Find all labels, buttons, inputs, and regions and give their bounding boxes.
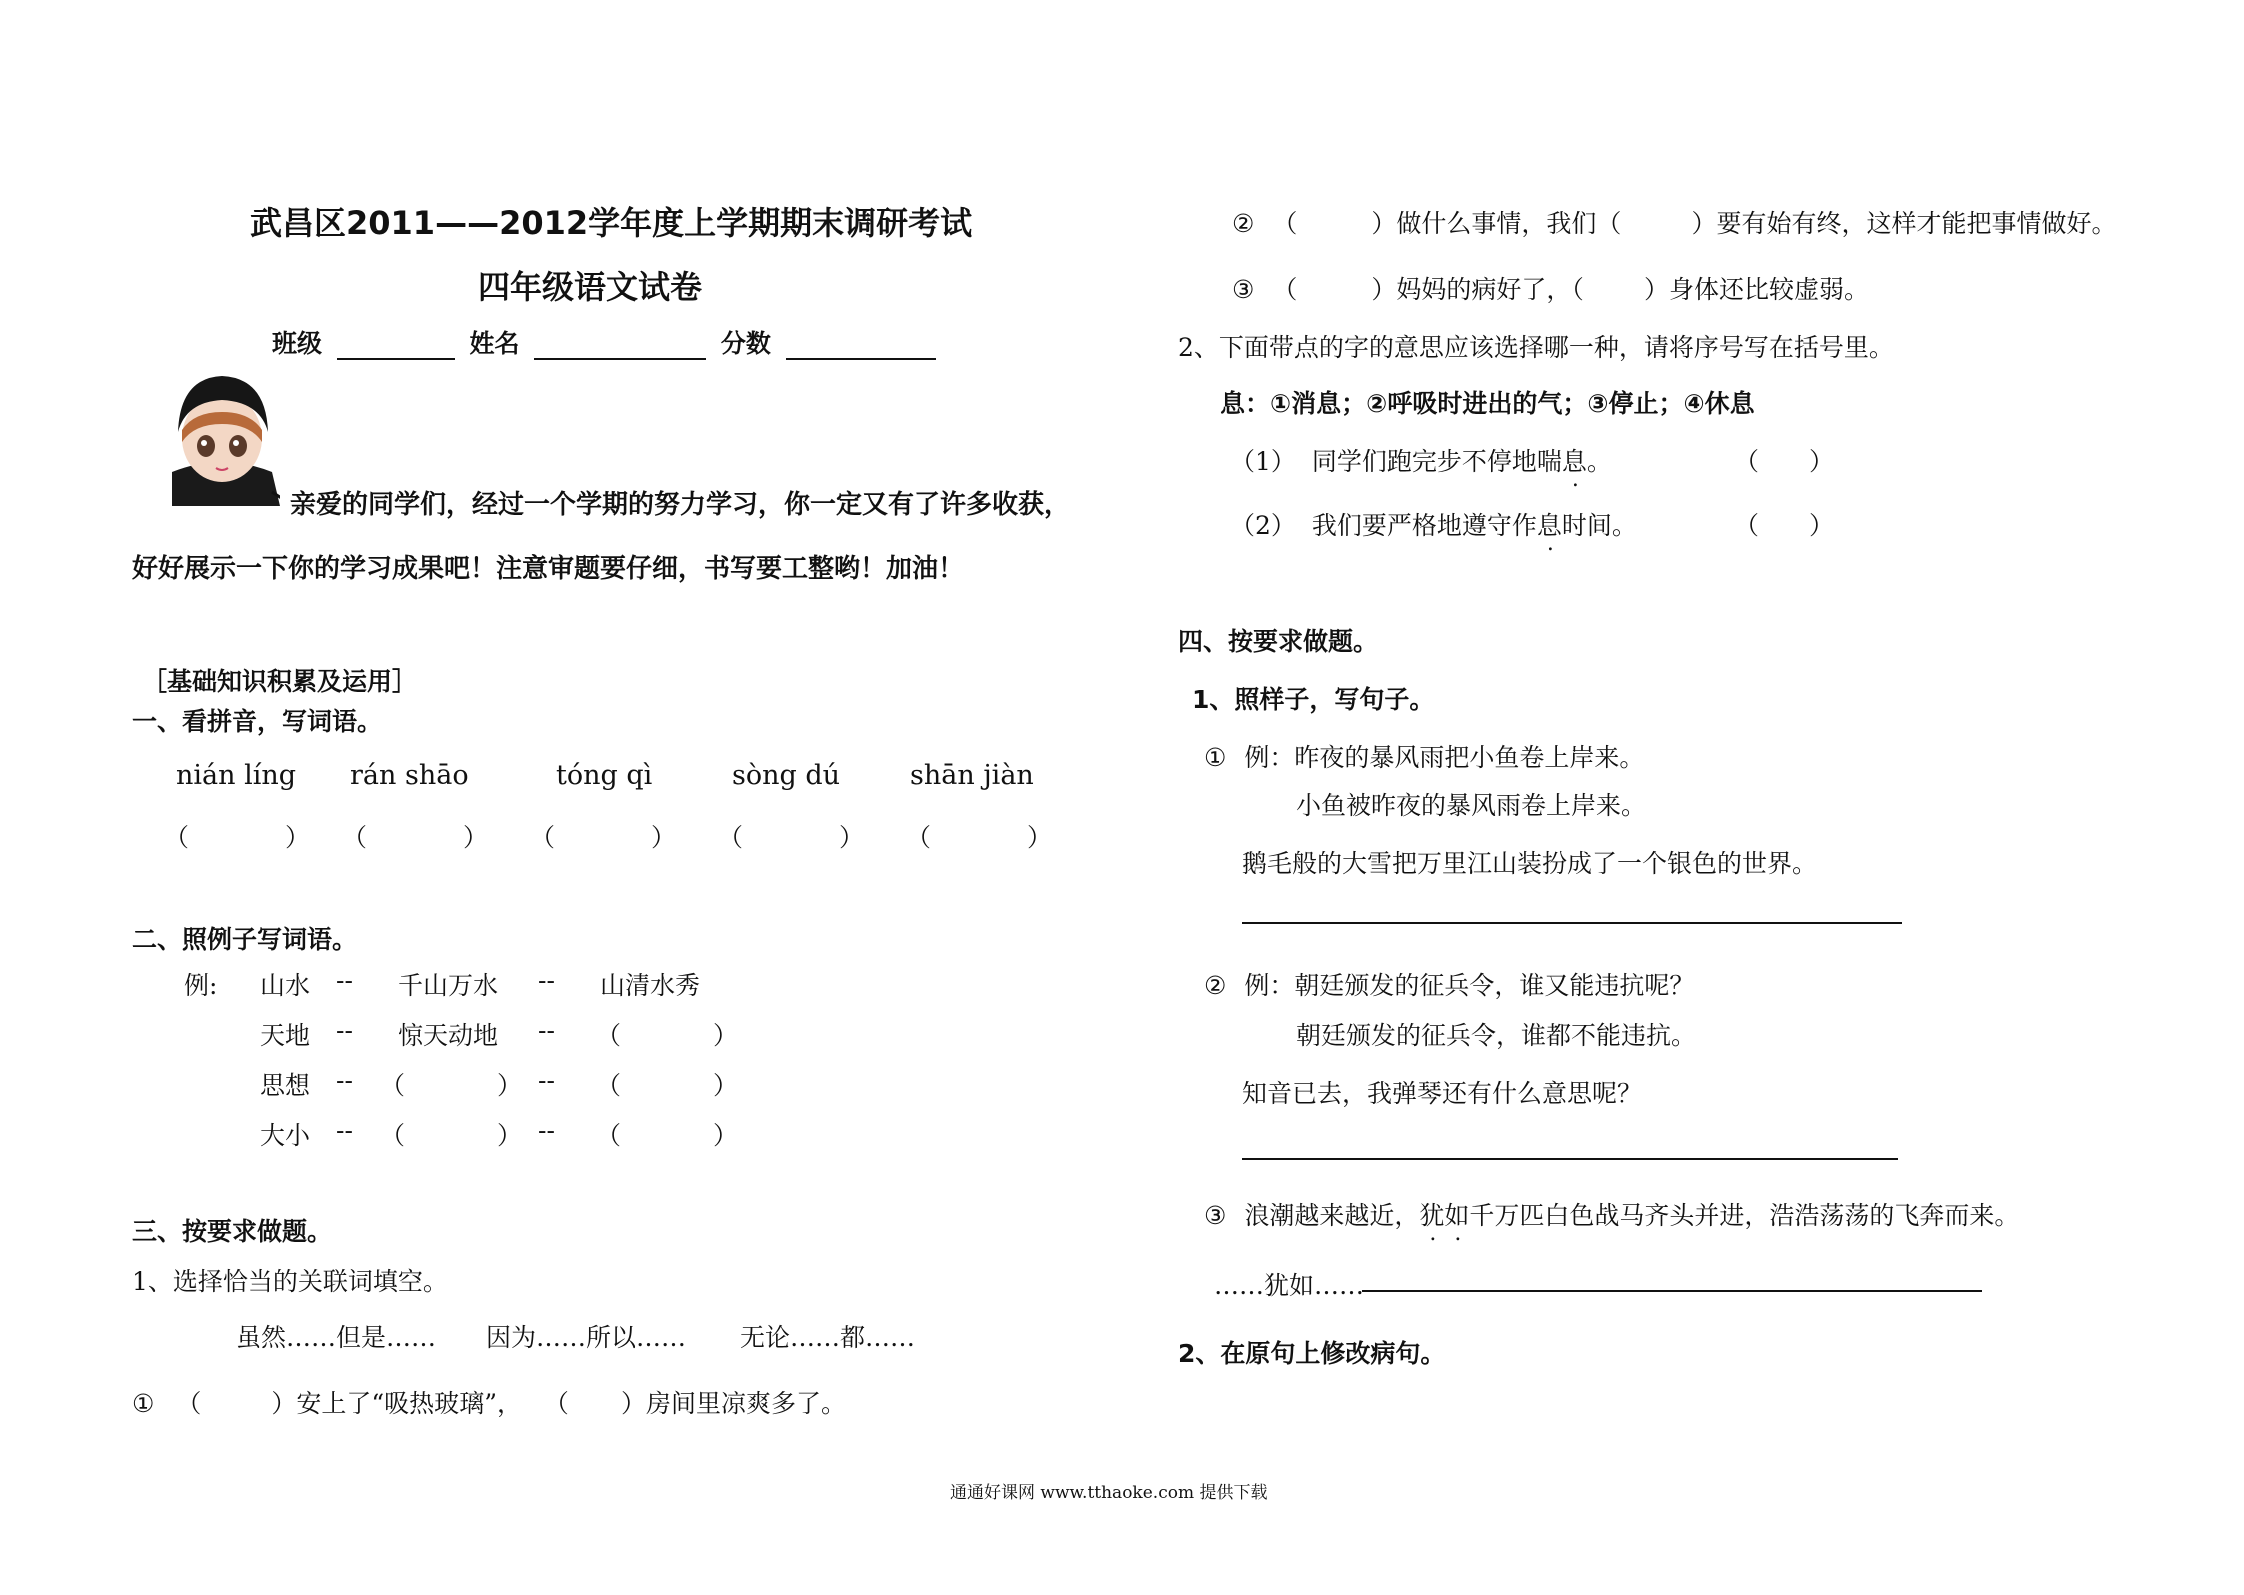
intro-line-1: 亲爱的同学们，经过一个学期的努力学习，你一定又有了许多收获，: [290, 490, 1071, 520]
answer-parens-2[interactable]: （ ）: [342, 823, 489, 852]
example-label: 例:: [184, 971, 218, 1000]
dash: --: [336, 1116, 353, 1145]
name-field[interactable]: [534, 332, 706, 360]
q3-sub1: 1、选择恰当的关联词填空。: [132, 1267, 448, 1296]
answer-parens[interactable]: （ ）: [1734, 447, 1835, 476]
dash: --: [538, 1066, 555, 1095]
xi-definitions: 息：①消息；②呼吸时进出的气；③停止；④休息: [1220, 389, 1755, 418]
dotted-char: 息: [1561, 447, 1587, 476]
option-1: 虽然……但是……: [236, 1323, 437, 1352]
q4-sub2: 2、在原句上修改病句。: [1178, 1339, 1446, 1368]
answer-parens[interactable]: （ ）: [380, 1071, 523, 1100]
class-field[interactable]: [337, 332, 455, 360]
answer-parens-4[interactable]: （ ）: [718, 823, 865, 852]
item-number: ②: [1204, 971, 1227, 1000]
dash: --: [336, 1016, 353, 1045]
pinyin-3: tóng qì: [556, 760, 653, 791]
item1: ① （ ）安上了“吸热玻璃”， （ ）房间里凉爽多了。: [132, 1389, 846, 1418]
sentence-text: 我们要严格地遵守作: [1311, 511, 1537, 540]
dotted-char: 息: [1536, 511, 1562, 540]
q2-row4-a: 大小: [260, 1121, 311, 1150]
answer-parens[interactable]: （ ）: [380, 1121, 523, 1150]
item2-part1: 做什么事情，我们: [1396, 209, 1597, 238]
e1-task: 鹅毛般的大雪把万里江山装扮成了一个银色的世界。: [1242, 849, 1818, 878]
q3-title: 三、按要求做题。: [132, 1217, 333, 1246]
item-number: ②: [1232, 209, 1255, 238]
q2-row1-c: 山清水秀: [600, 971, 701, 1000]
sentence-2: [1230, 506, 1637, 542]
q4-title: 四、按要求做题。: [1178, 627, 1379, 656]
answer-parens[interactable]: （ ）: [596, 1021, 739, 1050]
answer-parens[interactable]: （ ）: [596, 1121, 739, 1150]
item2: ② （ ）做什么事情，我们（ ）要有始有终，这样才能把事情做好。: [1232, 209, 2117, 238]
answer-parens-3[interactable]: （ ）: [530, 823, 677, 852]
item3: ③ （ ）妈妈的病好了，（ ）身体还比较虚弱。: [1232, 275, 1869, 304]
q2-title: 二、照例子写词语。: [132, 925, 358, 954]
e2-task: 知音已去，我弹琴还有什么意思呢？: [1242, 1079, 1643, 1108]
name-label: 姓名: [469, 329, 520, 358]
answer-parens-1[interactable]: （ ）: [164, 823, 311, 852]
q2-row1-a: 山水: [260, 971, 311, 1000]
q1-title: 一、看拼音，写词语。: [132, 707, 383, 736]
answer-line[interactable]: [1362, 1290, 1982, 1292]
e3-prompt: ……犹如……: [1214, 1271, 1365, 1300]
pinyin-5: shān jiàn: [910, 760, 1034, 791]
footer: 通通好课网 www.tthaoke.com 提供下载: [950, 1483, 1268, 1503]
intro-line-2: 好好展示一下你的学习成果吧！注意审题要仔细，书写要工整哟！加油！: [132, 554, 965, 584]
e1-answer: 小鱼被昨夜的暴风雨卷上岸来。: [1296, 791, 1647, 820]
option-2: 因为……所以……: [486, 1323, 687, 1352]
dotted-char: 犹: [1419, 1201, 1445, 1230]
dash: --: [336, 1066, 353, 1095]
item3-part2: 身体还比较虚弱。: [1668, 275, 1869, 304]
q3-sub2: 2、下面带点的字的意思应该选择哪一种，请将序号写在括号里。: [1178, 333, 1894, 362]
dash: --: [538, 966, 555, 995]
answer-line[interactable]: [1242, 1158, 1898, 1160]
q2-row2-b: 惊天动地: [398, 1021, 499, 1050]
q2-row1-b: 千山万水: [398, 971, 499, 1000]
item-number: ①: [132, 1389, 155, 1418]
item2-part2: 要有始有终，这样才能把事情做好。: [1716, 209, 2117, 238]
score-label: 分数: [720, 329, 771, 358]
score-field[interactable]: [786, 332, 936, 360]
item-number: ③: [1204, 1201, 1227, 1230]
student-info-line: [272, 324, 942, 360]
item1-part2: 房间里凉爽多了。: [645, 1389, 846, 1418]
e1-example: 例：昨夜的暴风雨把小鱼卷上岸来。: [1244, 743, 1645, 772]
sentence-text: 同学们跑完步不停地喘: [1311, 447, 1562, 476]
q4-sub1: 1、照样子，写句子。: [1192, 685, 1435, 714]
answer-parens[interactable]: （ ）: [596, 1071, 739, 1100]
answer-parens-5[interactable]: （ ）: [906, 823, 1053, 852]
answer-parens[interactable]: （ ）: [1734, 511, 1835, 540]
class-label: 班级: [272, 329, 323, 358]
pinyin-4: sòng dú: [732, 760, 841, 791]
sentence-number: （2）: [1230, 511, 1296, 540]
pinyin-2: rán shāo: [350, 760, 469, 791]
item-number: ③: [1232, 275, 1255, 304]
sentence-text: 。: [1586, 447, 1612, 476]
sentence-text: 浪潮越来越近，: [1244, 1201, 1420, 1230]
e2-example-line: [1204, 966, 1694, 1002]
item1-part1: 安上了“吸热玻璃”，: [296, 1389, 522, 1418]
doll-image: [164, 372, 280, 506]
sentence-text: 千万匹白色战马齐头并进，浩浩荡荡的飞奔而来。: [1469, 1201, 2020, 1230]
dotted-char: 如: [1444, 1201, 1470, 1230]
e2-answer: 朝廷颁发的征兵令，谁都不能违抗。: [1296, 1021, 1697, 1050]
exam-title: 武昌区2011——2012学年度上学期期末调研考试: [250, 204, 973, 242]
dash: --: [538, 1016, 555, 1045]
sentence-text: 时间。: [1561, 511, 1637, 540]
option-3: 无论……都……: [740, 1323, 916, 1352]
answer-line[interactable]: [1242, 922, 1902, 924]
sentence-1: [1230, 442, 1612, 478]
section-basic: ［基础知识积累及运用］: [142, 667, 418, 696]
q2-row3-a: 思想: [260, 1071, 311, 1100]
e2-example: 例：朝廷颁发的征兵令，谁又能违抗呢？: [1244, 971, 1695, 1000]
e1-example-line: [1204, 738, 1644, 774]
pinyin-1: nián líng: [176, 760, 297, 791]
q2-row2-a: 天地: [260, 1021, 311, 1050]
e3-line: [1204, 1196, 2019, 1232]
dash: --: [336, 966, 353, 995]
item3-part1: 妈妈的病好了，: [1396, 275, 1572, 304]
dash: --: [538, 1116, 555, 1145]
sentence-number: （1）: [1230, 447, 1296, 476]
item-number: ①: [1204, 743, 1227, 772]
exam-subtitle: 四年级语文试卷: [478, 268, 703, 306]
